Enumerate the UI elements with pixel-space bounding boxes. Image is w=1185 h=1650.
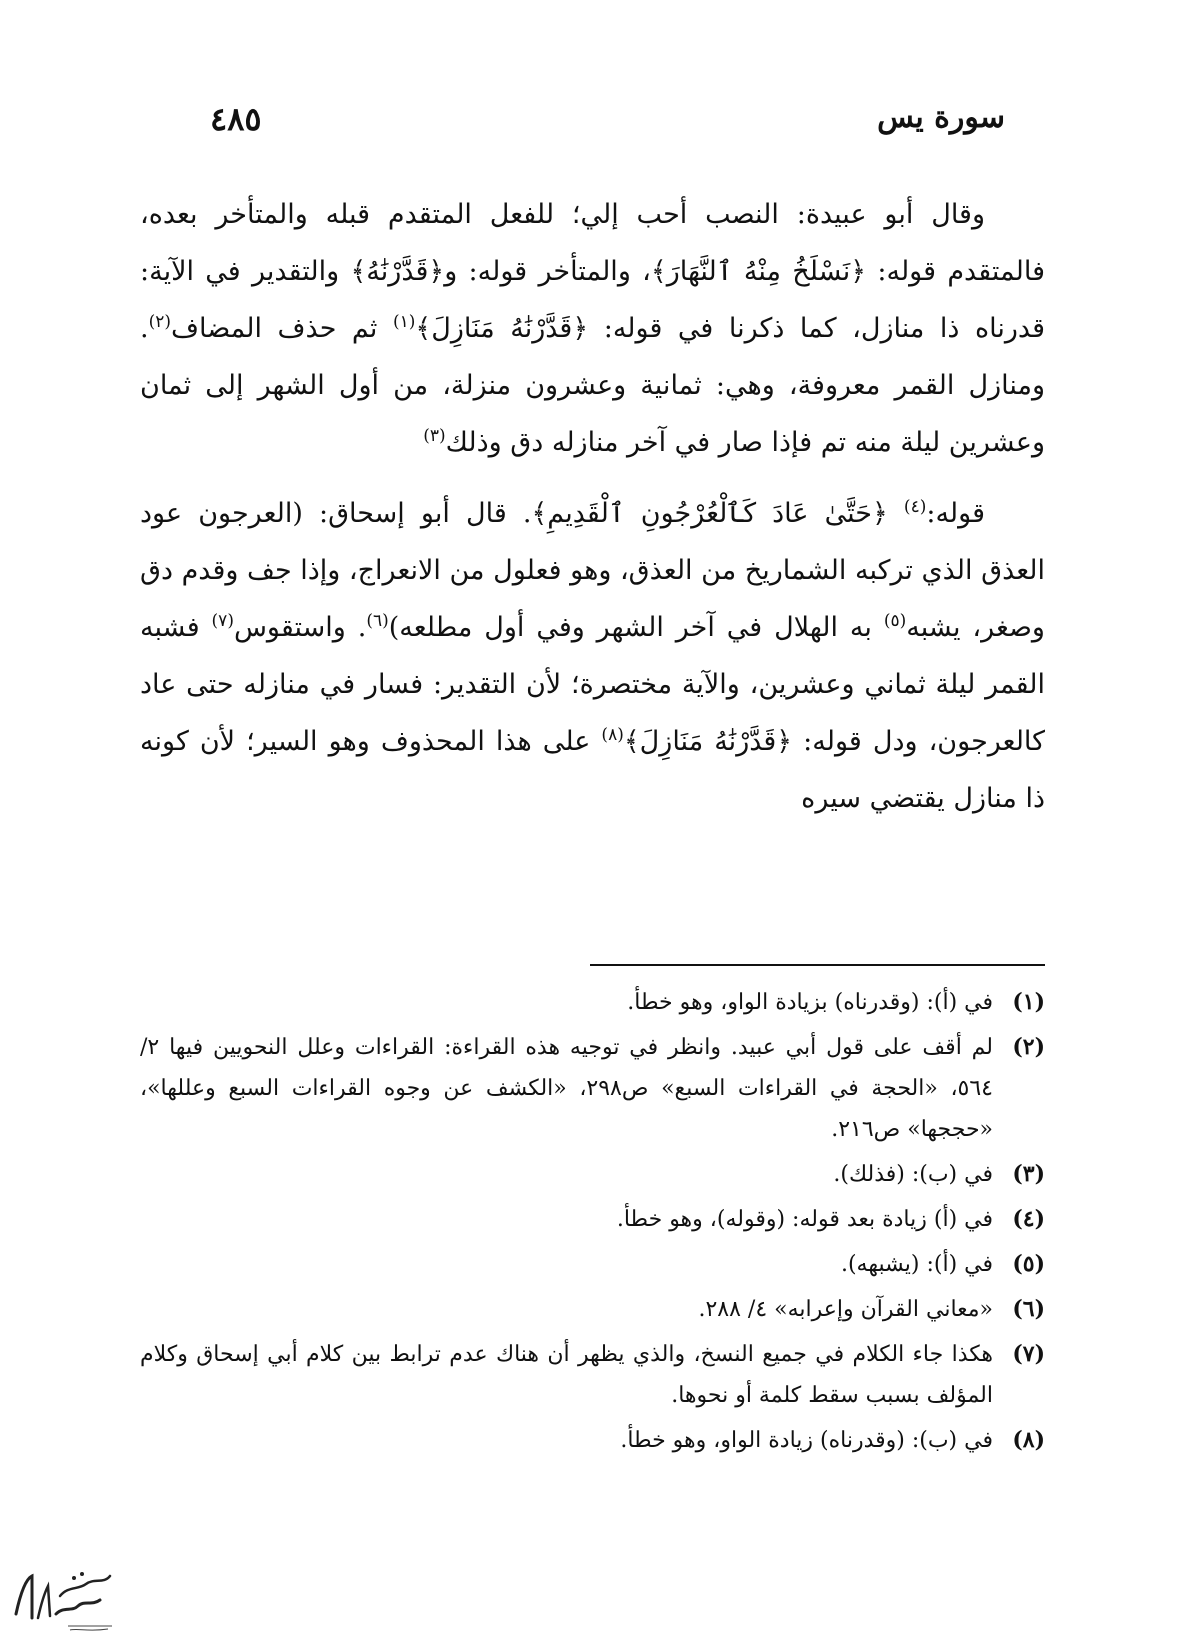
running-header bbox=[180, 100, 1005, 150]
footnote-number: (٦) bbox=[1012, 1296, 1045, 1322]
footnote-number: (٤) bbox=[1012, 1206, 1045, 1232]
quran-quote: ﴿قَدَّرْنَٰهُ﴾ bbox=[350, 256, 445, 287]
footnote-text: في (أ): (يشبهه). bbox=[840, 1252, 993, 1277]
footnote-marker[interactable]: (٣) bbox=[423, 426, 446, 446]
quran-quote: ﴿قَدَّرْنَٰهُ مَنَازِلَ﴾ bbox=[623, 726, 793, 757]
text-segment: به الهلال في آخر الشهر وفي أول مطلعه) bbox=[388, 612, 884, 643]
text-segment: على هذا المحذوف وهو السير؛ لأن كونه ذا منازل يقتضي سيره bbox=[140, 726, 1045, 814]
text-segment: ثم حذف المضاف bbox=[171, 313, 393, 344]
footnote-item bbox=[140, 1027, 1045, 1150]
text-segment: . قال أبو إسحاق: (العرجون عود العذق الذي تركبه الشماريخ من العذق، وهو فعلول من الانعراج، وإذا جف وقدم دق وصغر، يشبه bbox=[140, 498, 1045, 643]
page-number: ٤٨٥ bbox=[210, 100, 262, 138]
footnote-text: في (أ) زيادة بعد قوله: (وقوله)، وهو خطأ. bbox=[616, 1207, 993, 1232]
footnote-number: (٢) bbox=[1012, 1034, 1045, 1060]
footnote-text: هكذا جاء الكلام في جميع النسخ، والذي يظهر أن هناك عدم ترابط بين كلام أبي إسحاق وكلام المؤلف بسبب سقط كلمة أو نحوها. bbox=[140, 1342, 993, 1408]
text-segment: . واستقوس bbox=[233, 612, 367, 643]
main-text bbox=[140, 186, 1045, 827]
text-segment: والتقدير في الآية: قدرناه ذا منازل، كما ذكرنا في قوله: bbox=[140, 256, 1045, 344]
footnote-text: لم أقف على قول أبي عبيد. وانظر في توجيه هذه القراءة: القراءات وعلل النحويين فيها ٢/ ٥٦٤، «الحجة في القراءات السبع» ص٢٩٨، «الكشف عن وجوه القراءات السبع وعللها»، «حججها» ص٢١٦. bbox=[140, 1035, 993, 1142]
footnote-marker[interactable]: (٦) bbox=[366, 611, 389, 631]
footnote-text: في (ب): (وقدرناه) زيادة الواو، وهو خطأ. bbox=[620, 1428, 993, 1453]
footnote-item bbox=[140, 1289, 1045, 1330]
paragraph-1 bbox=[140, 186, 1045, 471]
footnote-item bbox=[140, 1420, 1045, 1461]
footnote-marker[interactable]: (٧) bbox=[211, 611, 234, 631]
footnote-number: (١) bbox=[1012, 989, 1045, 1015]
text-segment: فشبه القمر ليلة ثماني وعشرين، والآية مختصرة؛ لأن التقدير: فسار في منازله حتى عاد كالعرجون، ودل قوله: bbox=[140, 612, 1046, 757]
footnote-marker[interactable]: (١) bbox=[392, 312, 416, 332]
footnote-number: (٧) bbox=[1012, 1341, 1045, 1367]
footnote-text: في (ب): (فذلك). bbox=[833, 1162, 993, 1187]
footnote-separator bbox=[590, 964, 1045, 966]
paragraph-2 bbox=[140, 485, 1045, 827]
footnote-number: (٥) bbox=[1012, 1251, 1045, 1277]
text-segment: . ومنازل القمر معروفة، وهي: ثمانية وعشرون منزلة، من أول الشهر إلى ثمان وعشرين ليلة منه تم فإذا صار في آخر منازله دق وذلك bbox=[140, 313, 1045, 458]
footnotes bbox=[140, 982, 1045, 1465]
quran-quote: ﴿حَتَّىٰ عَادَ كَٱلْعُرْجُونِ ٱلْقَدِيمِ﴾ bbox=[531, 498, 904, 529]
footnote-marker[interactable]: (٥) bbox=[883, 611, 907, 631]
text-segment: ، والمتأخر قوله: و bbox=[444, 256, 651, 287]
footnote-item bbox=[140, 1199, 1045, 1240]
footnote-text: «معاني القرآن وإعرابه» ٤/ ٢٨٨. bbox=[698, 1297, 993, 1322]
footnote-item bbox=[140, 982, 1045, 1023]
quran-quote: ﴿قَدَّرْنَٰهُ مَنَازِلَ﴾ bbox=[415, 313, 589, 344]
footnote-marker[interactable]: (٤) bbox=[903, 497, 927, 517]
footnote-marker[interactable]: (٢) bbox=[148, 312, 172, 332]
watermark-calligraphy-icon bbox=[8, 1556, 118, 1636]
footnote-number: (٣) bbox=[1012, 1161, 1045, 1187]
footnote-item bbox=[140, 1154, 1045, 1195]
footnote-text: في (أ): (وقدرناه) بزيادة الواو، وهو خطأ. bbox=[627, 990, 993, 1015]
text-segment: قوله: bbox=[926, 498, 985, 529]
watermark-logo bbox=[8, 1556, 118, 1636]
footnote-item bbox=[140, 1244, 1045, 1285]
surah-title: سورة يس bbox=[877, 100, 1005, 135]
quran-quote: ﴿نَسْلَخُ مِنْهُ ٱلنَّهَارَ﴾ bbox=[650, 256, 867, 287]
footnote-marker[interactable]: (٨) bbox=[601, 725, 624, 745]
footnote-item bbox=[140, 1334, 1045, 1416]
text-segment: وقال أبو عبيدة: النصب أحب إلي؛ للفعل المتقدم قبله والمتأخر بعده، فالمتقدم قوله: bbox=[140, 199, 1045, 287]
footnote-number: (٨) bbox=[1012, 1427, 1045, 1453]
